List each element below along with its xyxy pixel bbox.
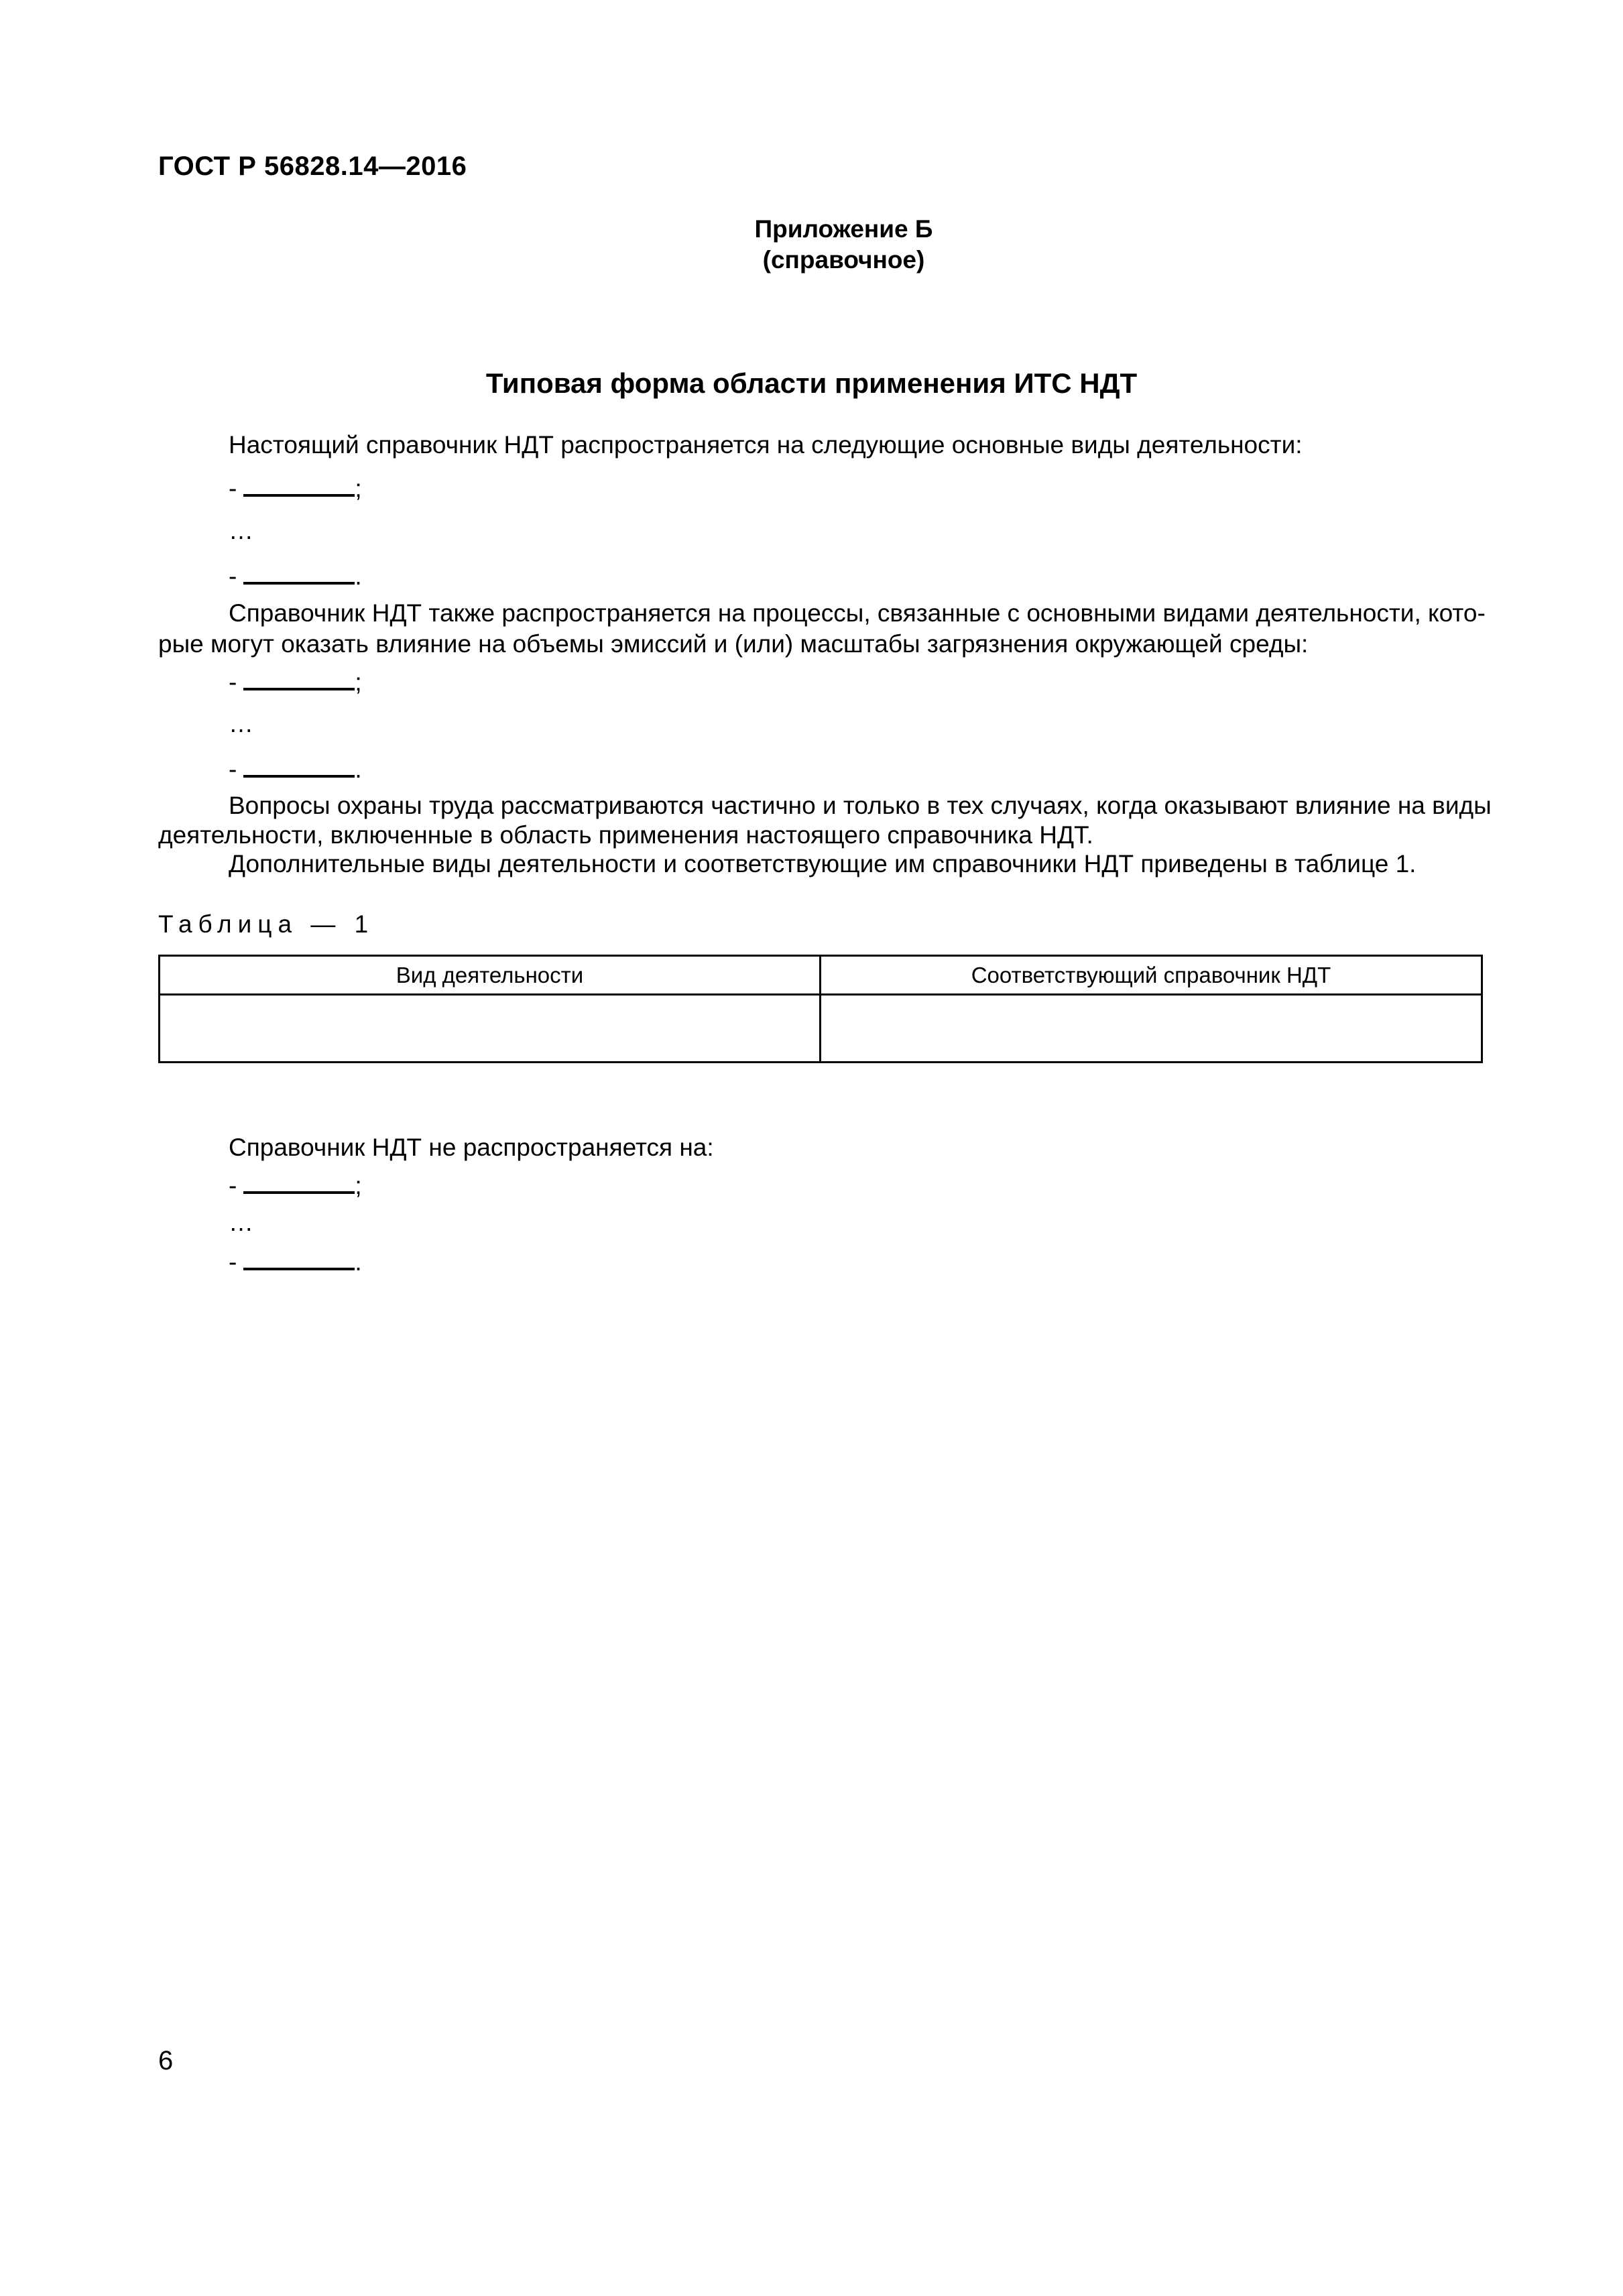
list-item-blank-first: [229, 1168, 362, 1202]
page-number: 6: [158, 2046, 174, 2075]
appendix-title: Приложение Б: [754, 215, 933, 243]
list-ellipsis: …: [229, 710, 253, 737]
blank-line: [243, 665, 355, 690]
paragraph-related-processes-line2: рые могут оказать влияние на объемы эмиссий и (или) масштабы загрязнения окружающей среды:: [158, 630, 1309, 658]
list-item-blank-first: [229, 665, 362, 699]
blank-line: [243, 1168, 355, 1194]
list-item-blank-last: [229, 1245, 362, 1278]
list-dash: -: [229, 475, 237, 502]
activities-table: [158, 955, 1483, 1063]
list-dash: -: [229, 668, 237, 696]
list-terminator: .: [355, 562, 362, 590]
list-terminator: .: [355, 1248, 362, 1276]
table-header-reference: Соответствующий справочник НДТ: [971, 963, 1331, 987]
table-label: Таблица — 1: [158, 910, 375, 938]
blank-line: [243, 1245, 355, 1270]
paragraph-labor-safety-line2: деятельности, включенные в область применения настоящего справочника НДТ.: [158, 821, 1093, 849]
list-item-blank-last: [229, 559, 362, 593]
paragraph-related-processes-line1: Справочник НДТ также распространяется на процессы, связанные с основными видами деятельности, кото-: [229, 599, 1486, 627]
list-ellipsis: …: [229, 517, 253, 544]
blank-line: [243, 471, 355, 497]
paragraph-labor-safety-line1: Вопросы охраны труда рассматриваются частично и только в тех случаях, когда оказывают влияние на виды: [229, 792, 1492, 819]
paragraph-main-activities: Настоящий справочник НДТ распространяется на следующие основные виды деятельности:: [229, 431, 1303, 459]
section-title: Типовая форма области применения ИТС НДТ: [485, 367, 1138, 399]
list-terminator: ;: [355, 668, 362, 696]
list-dash: -: [229, 1172, 237, 1199]
paragraph-exclusions: Справочник НДТ не распространяется на:: [229, 1134, 714, 1161]
list-terminator: ;: [355, 475, 362, 502]
list-dash: -: [229, 756, 237, 783]
list-item-blank-last: [229, 752, 362, 786]
blank-line: [243, 752, 355, 778]
list-item-blank-first: [229, 471, 362, 505]
appendix-kind: (справочное): [762, 246, 925, 274]
standard-code: ГОСТ Р 56828.14—2016: [158, 152, 467, 181]
table-header-divider: [160, 993, 1481, 995]
blank-line: [243, 559, 355, 585]
list-terminator: ;: [355, 1172, 362, 1199]
list-ellipsis: …: [229, 1209, 253, 1236]
table-header-activity: Вид деятельности: [396, 963, 584, 987]
list-terminator: .: [355, 756, 362, 783]
list-dash: -: [229, 1248, 237, 1276]
paragraph-additional-activities: Дополнительные виды деятельности и соответствующие им справочники НДТ приведены в таблице 1.: [229, 850, 1417, 878]
list-dash: -: [229, 562, 237, 590]
